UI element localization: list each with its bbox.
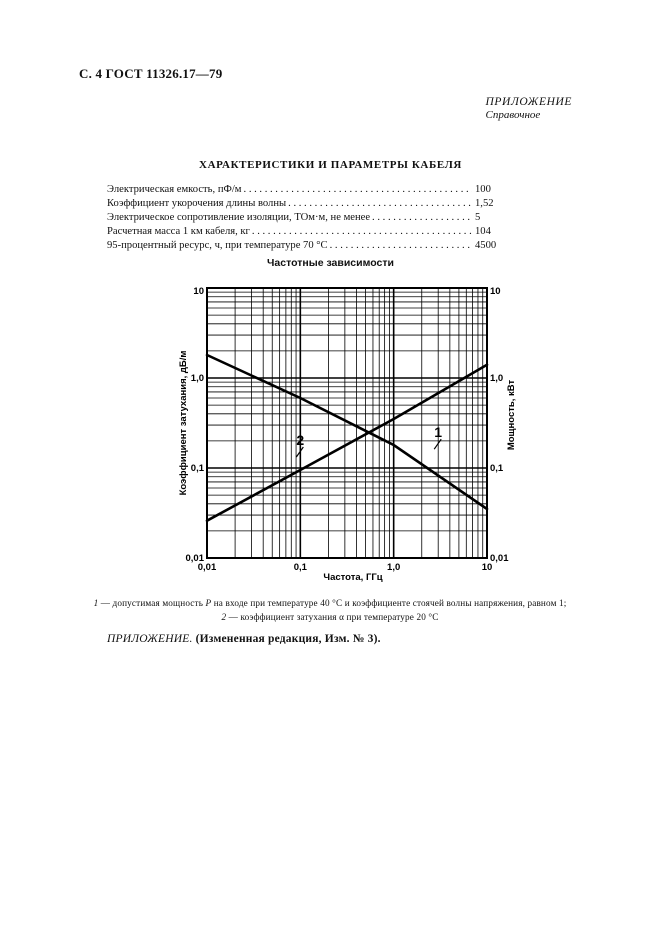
x-tick-label: 1,0 — [387, 562, 401, 573]
x-tick-label: 10 — [481, 562, 493, 573]
dot-leader — [370, 211, 472, 225]
parameter-value: 1,52 — [475, 198, 494, 209]
x-tick-label: 0,1 — [293, 562, 307, 573]
dot-leader — [250, 225, 472, 239]
appendix-subtitle: Справочное — [485, 109, 541, 121]
parameter-row — [107, 225, 509, 239]
parameter-name: Коэффициент укорочения длины волны — [107, 198, 287, 209]
parameter-row — [107, 197, 509, 211]
dot-leader — [242, 183, 472, 197]
caption-number: 1 — [93, 598, 99, 608]
parameter-row — [107, 211, 509, 225]
frequency-chart — [0, 270, 661, 590]
series-label-1: 1 — [434, 424, 443, 441]
amendment-note — [107, 633, 381, 645]
caption-text: при температуре 20 °С — [344, 612, 439, 622]
parameter-name: 95-процентный ресурс, ч, при температуре 70 °С — [107, 240, 328, 251]
parameter-name: Электрическое сопротивление изоляции, ТОм·м, не менее — [107, 212, 371, 223]
x-axis-label: Частота, ГГц — [323, 572, 383, 583]
y-axis-label-left: Коэффициент затухания, дБ/м — [178, 350, 189, 496]
chart-series — [207, 355, 487, 521]
y-tick-label-left: 0,01 — [185, 553, 204, 564]
y-tick-label-right: 0,01 — [490, 553, 509, 564]
caption-number: 2 — [221, 612, 227, 622]
section-title: ХАРАКТЕРИСТИКИ И ПАРАМЕТРЫ КАБЕЛЯ — [199, 159, 462, 171]
parameters-list — [107, 183, 509, 253]
caption-variable: α — [339, 612, 345, 622]
plot-frame — [207, 288, 487, 558]
caption-text: на входе при температуре 40 °С и коэффициенте стоячей волны напряжения, равном 1; — [211, 598, 567, 608]
y-tick-label-left: 10 — [193, 286, 204, 297]
y-tick-label-right: 1,0 — [490, 373, 504, 384]
series-label-2: 2 — [296, 432, 305, 449]
dot-leader — [286, 197, 472, 211]
series-line-2 — [207, 365, 487, 521]
page-header: С. 4 ГОСТ 11326.17—79 — [79, 66, 223, 81]
caption-line-1 — [60, 596, 600, 610]
note-text: (Измененная редакция, Изм. № 3). — [192, 633, 381, 645]
parameter-name: Электрическая емкость, пФ/м — [107, 184, 242, 195]
parameter-value: 4500 — [475, 240, 497, 251]
appendix-heading — [486, 96, 572, 121]
caption-text: — допустимая мощность — [98, 598, 206, 608]
parameter-row — [107, 183, 509, 197]
parameter-row — [107, 239, 509, 253]
parameter-value: 104 — [475, 226, 491, 237]
caption-variable: P — [205, 598, 212, 608]
appendix-title: ПРИЛОЖЕНИЕ — [485, 96, 572, 108]
parameter-value: 5 — [475, 212, 481, 223]
y-axis-label-right: Мощность, кВт — [506, 379, 517, 451]
chart-grid — [207, 288, 487, 558]
parameter-name: Расчетная масса 1 км кабеля, кг — [107, 226, 250, 237]
y-tick-label-left: 1,0 — [190, 373, 204, 384]
dot-leader — [328, 239, 472, 253]
parameter-value: 100 — [475, 184, 491, 195]
x-tick-label: 0,01 — [197, 562, 217, 573]
y-tick-label-left: 0,1 — [190, 463, 204, 474]
y-tick-label-right: 10 — [490, 286, 501, 297]
y-tick-label-right: 0,1 — [490, 463, 504, 474]
chart-ticks — [186, 286, 510, 573]
caption-line-2 — [60, 610, 600, 624]
note-label: ПРИЛОЖЕНИЕ. — [107, 633, 193, 645]
caption-text: — коэффициент затухания — [226, 612, 340, 622]
figure-caption — [60, 596, 600, 624]
chart-title: Частотные зависимости — [267, 257, 394, 269]
